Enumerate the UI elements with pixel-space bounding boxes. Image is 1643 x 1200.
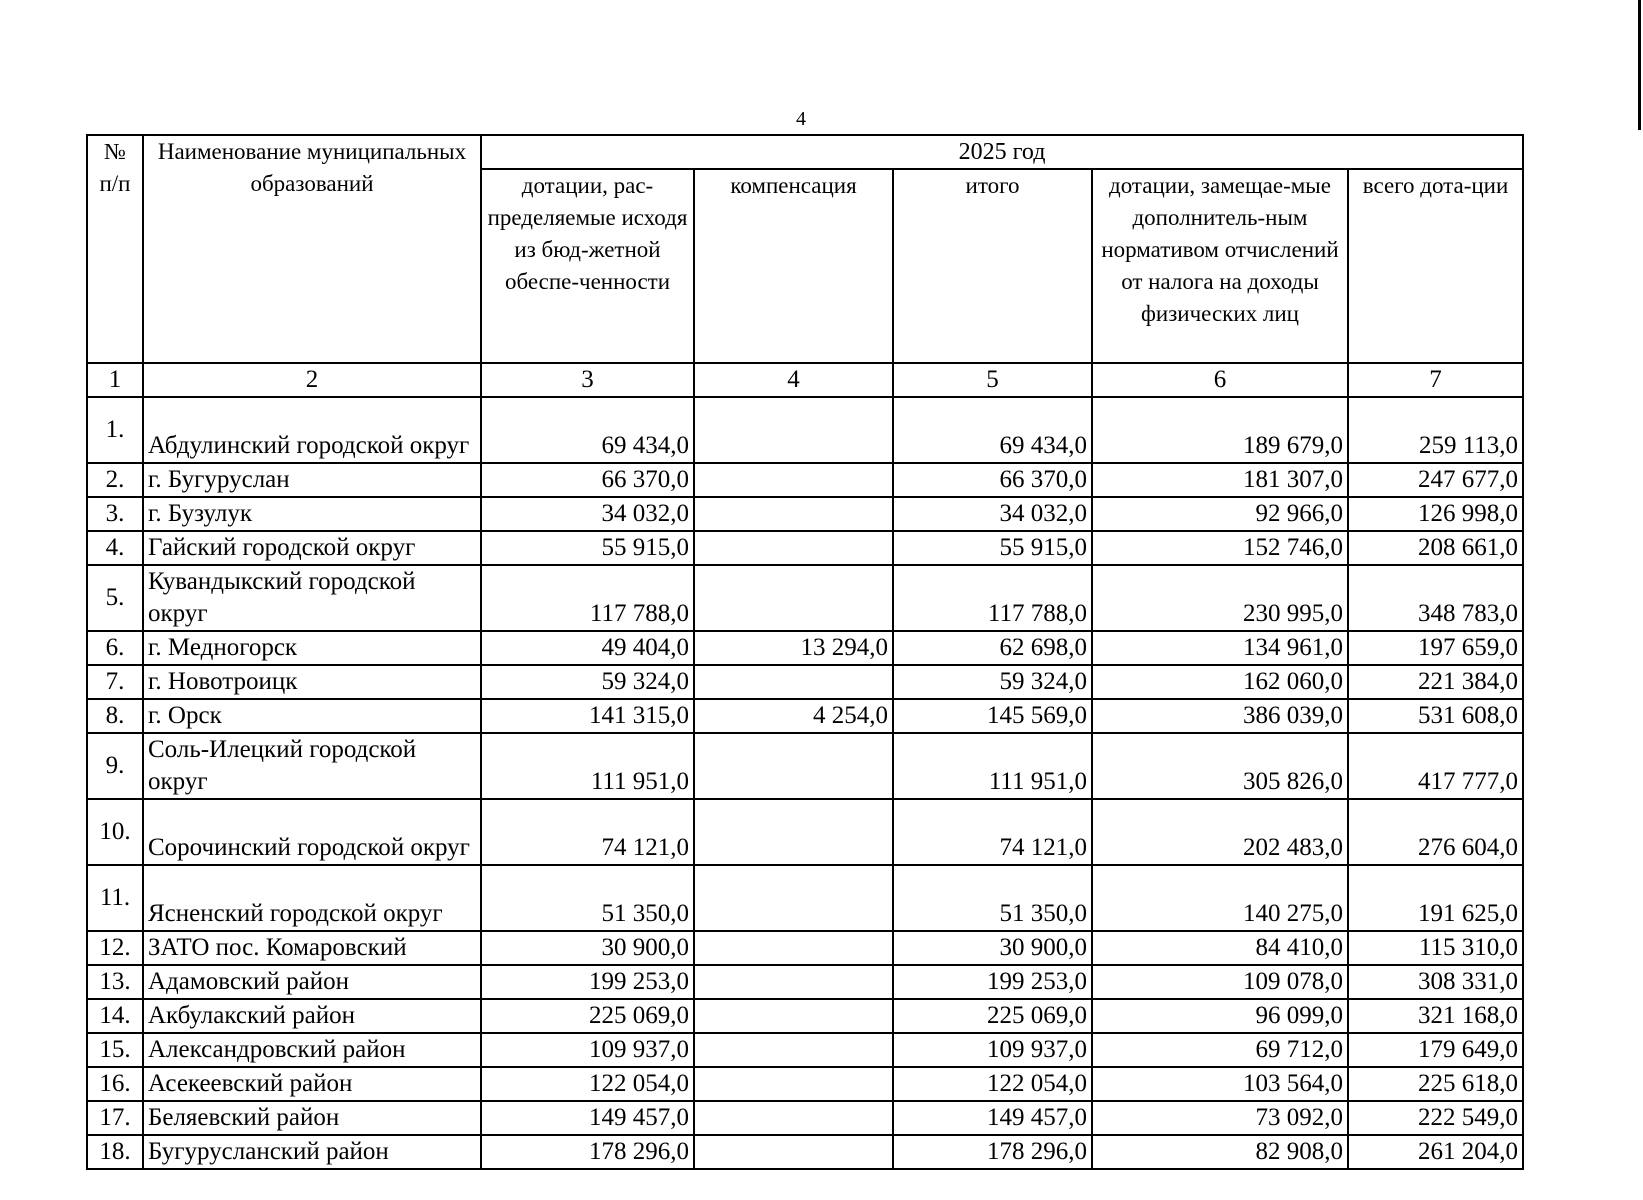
- row-name: г. Бугуруслан: [143, 463, 481, 497]
- row-num: 12.: [87, 931, 143, 965]
- row-repl: 103 564,0: [1092, 1067, 1348, 1101]
- row-total: 178 296,0: [893, 1135, 1092, 1169]
- row-dot: 111 951,0: [481, 733, 694, 799]
- row-total: 111 951,0: [893, 733, 1092, 799]
- header-total: итого: [893, 169, 1092, 363]
- row-comp: [694, 463, 893, 497]
- row-total: 34 032,0: [893, 497, 1092, 531]
- row-all: 179 649,0: [1348, 1033, 1523, 1067]
- header-num: № п/п: [87, 135, 143, 363]
- row-all: 531 608,0: [1348, 699, 1523, 733]
- column-number: 6: [1092, 363, 1348, 397]
- table-row: [87, 665, 1523, 699]
- row-num: 2.: [87, 463, 143, 497]
- row-repl: 230 995,0: [1092, 565, 1348, 631]
- row-num: 13.: [87, 965, 143, 999]
- row-dot: 149 457,0: [481, 1101, 694, 1135]
- table-row: [87, 733, 1523, 799]
- row-name: Асекеевский район: [143, 1067, 481, 1101]
- table-row: [87, 965, 1523, 999]
- row-name: Сорочинский городской округ: [143, 799, 481, 865]
- row-dot: 34 032,0: [481, 497, 694, 531]
- row-name: Абдулинский городской округ: [143, 397, 481, 463]
- row-repl: 181 307,0: [1092, 463, 1348, 497]
- row-repl: 73 092,0: [1092, 1101, 1348, 1135]
- row-name: Александровский район: [143, 1033, 481, 1067]
- row-num: 14.: [87, 999, 143, 1033]
- table-row: [87, 1033, 1523, 1067]
- row-all: 259 113,0: [1348, 397, 1523, 463]
- row-comp: 13 294,0: [694, 631, 893, 665]
- row-dot: 69 434,0: [481, 397, 694, 463]
- row-repl: 84 410,0: [1092, 931, 1348, 965]
- row-num: 1.: [87, 397, 143, 463]
- row-dot: 51 350,0: [481, 865, 694, 931]
- row-num: 7.: [87, 665, 143, 699]
- row-num: 5.: [87, 565, 143, 631]
- row-comp: 4 254,0: [694, 699, 893, 733]
- table-row: [87, 497, 1523, 531]
- row-repl: 92 966,0: [1092, 497, 1348, 531]
- table-row: [87, 699, 1523, 733]
- row-num: 11.: [87, 865, 143, 931]
- row-total: 51 350,0: [893, 865, 1092, 931]
- row-all: 191 625,0: [1348, 865, 1523, 931]
- row-all: 348 783,0: [1348, 565, 1523, 631]
- row-name: Акбулакский район: [143, 999, 481, 1033]
- row-name: г. Медногорск: [143, 631, 481, 665]
- row-total: 30 900,0: [893, 931, 1092, 965]
- row-comp: [694, 733, 893, 799]
- row-name: г. Новотроицк: [143, 665, 481, 699]
- row-num: 4.: [87, 531, 143, 565]
- row-total: 55 915,0: [893, 531, 1092, 565]
- header-name: Наименование муниципальных образований: [143, 135, 481, 363]
- row-total: 109 937,0: [893, 1033, 1092, 1067]
- row-dot: 178 296,0: [481, 1135, 694, 1169]
- row-total: 122 054,0: [893, 1067, 1092, 1101]
- row-name: Кувандыкский городской округ: [143, 565, 481, 631]
- row-num: 10.: [87, 799, 143, 865]
- row-repl: 386 039,0: [1092, 699, 1348, 733]
- row-dot: 117 788,0: [481, 565, 694, 631]
- row-all: 308 331,0: [1348, 965, 1523, 999]
- row-repl: 109 078,0: [1092, 965, 1348, 999]
- row-dot: 55 915,0: [481, 531, 694, 565]
- table-row: [87, 631, 1523, 665]
- row-comp: [694, 931, 893, 965]
- row-comp: [694, 965, 893, 999]
- row-total: 117 788,0: [893, 565, 1092, 631]
- row-comp: [694, 1101, 893, 1135]
- row-all: 276 604,0: [1348, 799, 1523, 865]
- row-dot: 74 121,0: [481, 799, 694, 865]
- row-all: 417 777,0: [1348, 733, 1523, 799]
- page-number: 4: [796, 108, 806, 130]
- scan-edge-line: [1638, 0, 1641, 130]
- row-name: ЗАТО пос. Комаровский: [143, 931, 481, 965]
- row-all: 222 549,0: [1348, 1101, 1523, 1135]
- row-all: 115 310,0: [1348, 931, 1523, 965]
- row-repl: 202 483,0: [1092, 799, 1348, 865]
- table-header: [87, 135, 1523, 397]
- column-number: 1: [87, 363, 143, 397]
- column-number: 5: [893, 363, 1092, 397]
- row-all: 321 168,0: [1348, 999, 1523, 1033]
- row-dot: 109 937,0: [481, 1033, 694, 1067]
- row-total: 74 121,0: [893, 799, 1092, 865]
- row-total: 199 253,0: [893, 965, 1092, 999]
- header-comp: компенсация: [694, 169, 893, 363]
- table-row: [87, 1135, 1523, 1169]
- column-number: 4: [694, 363, 893, 397]
- row-num: 3.: [87, 497, 143, 531]
- header-repl: дотации, замещае-мые дополнитель-ным нормативом отчислений от налога на доходы физических лиц: [1092, 169, 1348, 363]
- subsidies-table: [86, 134, 1524, 1170]
- row-all: 261 204,0: [1348, 1135, 1523, 1169]
- column-number: 7: [1348, 363, 1523, 397]
- row-num: 17.: [87, 1101, 143, 1135]
- column-numbers-row: [87, 363, 1523, 397]
- row-comp: [694, 497, 893, 531]
- row-dot: 49 404,0: [481, 631, 694, 665]
- row-repl: 96 099,0: [1092, 999, 1348, 1033]
- row-comp: [694, 1135, 893, 1169]
- header-all: всего дота-ции: [1348, 169, 1523, 363]
- header-year: 2025 год: [481, 135, 1523, 169]
- row-dot: 66 370,0: [481, 463, 694, 497]
- row-num: 15.: [87, 1033, 143, 1067]
- row-repl: 162 060,0: [1092, 665, 1348, 699]
- row-all: 225 618,0: [1348, 1067, 1523, 1101]
- row-comp: [694, 999, 893, 1033]
- row-name: г. Орск: [143, 699, 481, 733]
- row-name: Ясненский городской округ: [143, 865, 481, 931]
- row-all: 221 384,0: [1348, 665, 1523, 699]
- row-all: 197 659,0: [1348, 631, 1523, 665]
- row-repl: 140 275,0: [1092, 865, 1348, 931]
- row-num: 8.: [87, 699, 143, 733]
- row-name: Бугурусланский район: [143, 1135, 481, 1169]
- column-number: 3: [481, 363, 694, 397]
- row-all: 208 661,0: [1348, 531, 1523, 565]
- row-dot: 122 054,0: [481, 1067, 694, 1101]
- row-total: 62 698,0: [893, 631, 1092, 665]
- row-name: Беляевский район: [143, 1101, 481, 1135]
- row-num: 18.: [87, 1135, 143, 1169]
- table-row: [87, 865, 1523, 931]
- row-name: г. Бузулук: [143, 497, 481, 531]
- row-repl: 152 746,0: [1092, 531, 1348, 565]
- table-row: [87, 531, 1523, 565]
- row-comp: [694, 565, 893, 631]
- row-dot: 225 069,0: [481, 999, 694, 1033]
- row-dot: 30 900,0: [481, 931, 694, 965]
- table-row: [87, 463, 1523, 497]
- row-num: 16.: [87, 1067, 143, 1101]
- row-name: Адамовский район: [143, 965, 481, 999]
- row-total: 59 324,0: [893, 665, 1092, 699]
- table-row: [87, 931, 1523, 965]
- table-row: [87, 1101, 1523, 1135]
- row-repl: 134 961,0: [1092, 631, 1348, 665]
- table-row: [87, 999, 1523, 1033]
- row-comp: [694, 531, 893, 565]
- table-row: [87, 397, 1523, 463]
- row-comp: [694, 865, 893, 931]
- row-total: 149 457,0: [893, 1101, 1092, 1135]
- row-dot: 199 253,0: [481, 965, 694, 999]
- row-total: 225 069,0: [893, 999, 1092, 1033]
- row-total: 66 370,0: [893, 463, 1092, 497]
- row-name: Соль-Илецкий городской округ: [143, 733, 481, 799]
- column-number: 2: [143, 363, 481, 397]
- row-num: 9.: [87, 733, 143, 799]
- row-comp: [694, 665, 893, 699]
- row-num: 6.: [87, 631, 143, 665]
- table-row: [87, 799, 1523, 865]
- table-body: [87, 397, 1523, 1169]
- row-name: Гайский городской округ: [143, 531, 481, 565]
- table-row: [87, 565, 1523, 631]
- row-total: 145 569,0: [893, 699, 1092, 733]
- row-comp: [694, 397, 893, 463]
- header-dot: дотации, рас-пределяемые исходя из бюд-жетной обеспе-ченности: [481, 169, 694, 363]
- row-repl: 82 908,0: [1092, 1135, 1348, 1169]
- row-repl: 69 712,0: [1092, 1033, 1348, 1067]
- row-all: 247 677,0: [1348, 463, 1523, 497]
- row-comp: [694, 799, 893, 865]
- row-comp: [694, 1067, 893, 1101]
- row-comp: [694, 1033, 893, 1067]
- row-dot: 141 315,0: [481, 699, 694, 733]
- row-dot: 59 324,0: [481, 665, 694, 699]
- row-repl: 305 826,0: [1092, 733, 1348, 799]
- row-total: 69 434,0: [893, 397, 1092, 463]
- row-all: 126 998,0: [1348, 497, 1523, 531]
- table-row: [87, 1067, 1523, 1101]
- row-repl: 189 679,0: [1092, 397, 1348, 463]
